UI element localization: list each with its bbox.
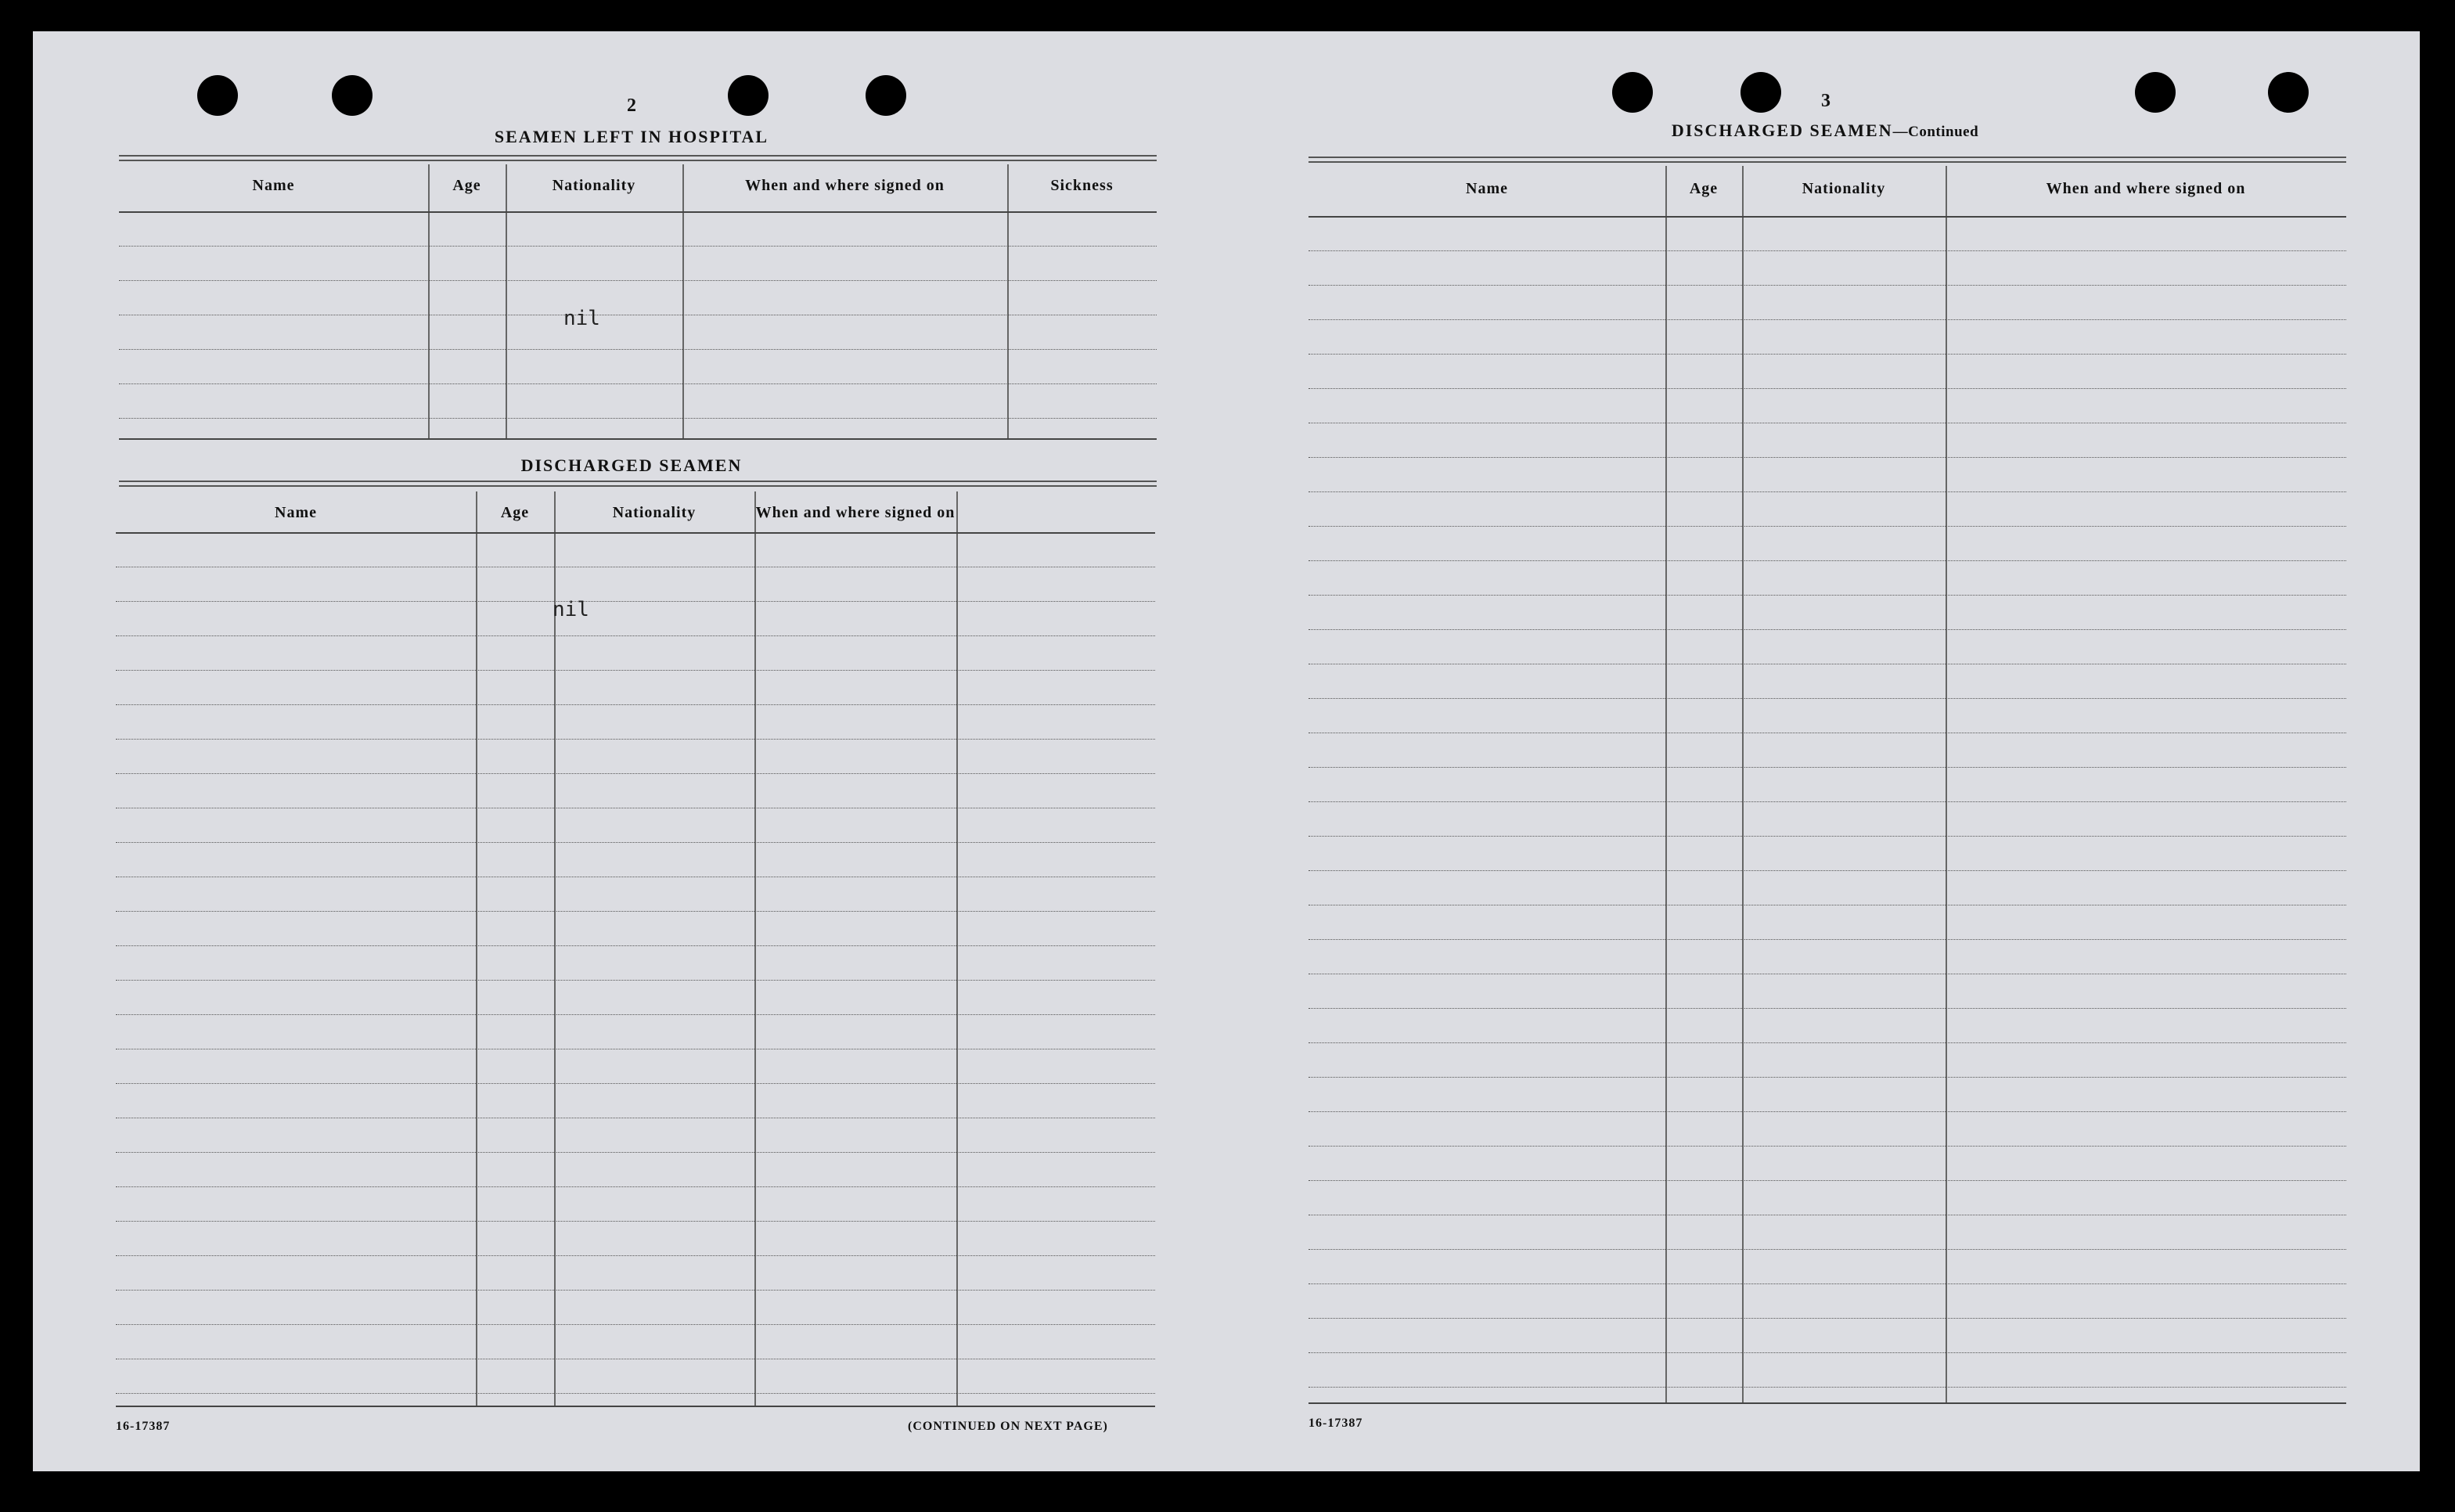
form-number: 16-17387 (116, 1420, 171, 1433)
column-header: Age (1689, 180, 1719, 197)
ruled-line (1308, 388, 2346, 389)
ruled-line (1308, 457, 2346, 458)
discharged-section-title: DISCHARGED SEAMEN (520, 455, 743, 475)
ruled-line (1308, 1077, 2346, 1078)
ruled-line (1308, 1318, 2346, 1319)
ruled-line (1308, 1042, 2346, 1043)
ruled-line (1308, 870, 2346, 871)
ruled-line (1308, 1180, 2346, 1181)
ruled-line (1308, 250, 2346, 251)
ruled-line (1308, 285, 2346, 286)
ruled-line (1308, 1283, 2346, 1284)
ruled-line (1308, 939, 2346, 940)
ruled-line (1308, 1008, 2346, 1009)
ruled-line (1308, 491, 2346, 492)
hospital-section-title: SEAMEN LEFT IN HOSPITAL (494, 127, 769, 146)
ruled-line (1308, 1111, 2346, 1112)
page-title-suffix: —Continued (1892, 124, 1979, 140)
ruled-line (1308, 560, 2346, 561)
column-header: Name (275, 504, 317, 521)
column-header: When and where signed on (755, 504, 956, 521)
ruled-line (1308, 1387, 2346, 1388)
page-title (1622, 121, 2028, 141)
ruled-line (1308, 1352, 2346, 1353)
column-header: Name (1466, 180, 1508, 197)
section-rule (1308, 157, 2346, 163)
document-sheet (33, 31, 2420, 1471)
column-header: Name (252, 177, 295, 194)
column-divider (1946, 166, 1947, 1402)
right-page (33, 31, 2420, 1471)
continued-note: (CONTINUED ON NEXT PAGE) (908, 1420, 1108, 1433)
page-number: 2 (627, 95, 636, 116)
page-title-main: DISCHARGED SEAMEN (1671, 121, 1893, 140)
ruled-line (1308, 1146, 2346, 1147)
ruled-line (1308, 629, 2346, 630)
ruled-line (1308, 354, 2346, 355)
column-header: Age (500, 504, 530, 521)
page-number: 3 (1821, 91, 1830, 111)
ruled-line (1308, 836, 2346, 837)
column-header: Nationality (1802, 180, 1886, 197)
table-end-rule (1308, 1402, 2346, 1404)
column-divider (1742, 166, 1744, 1402)
column-header: When and where signed on (2046, 180, 2246, 197)
ruled-line (1308, 801, 2346, 802)
ruled-line (1308, 526, 2346, 527)
form-number: 16-17387 (1308, 1417, 1363, 1430)
ruled-line (1308, 595, 2346, 596)
ruled-line (1308, 319, 2346, 320)
ruled-line (1308, 1249, 2346, 1250)
column-header: Age (452, 177, 481, 194)
column-header: Nationality (552, 177, 636, 194)
typed-entry: nil (553, 598, 589, 621)
ruled-line (1308, 698, 2346, 699)
typed-entry: nil (563, 307, 600, 330)
column-header: Nationality (612, 504, 697, 521)
header-rule (1308, 216, 2346, 218)
column-header: Sickness (1050, 177, 1114, 194)
ruled-line (1308, 767, 2346, 768)
column-divider (1665, 166, 1667, 1402)
column-header: When and where signed on (745, 177, 945, 194)
